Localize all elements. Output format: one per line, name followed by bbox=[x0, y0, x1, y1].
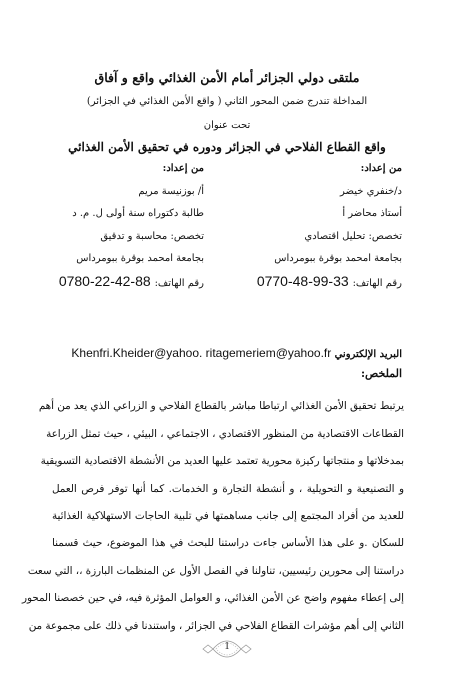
author-left-phone: 0780-22-42-88 bbox=[58, 273, 151, 289]
author-right-name: د/خنفري خيضر bbox=[340, 186, 402, 197]
abstract-line: للسكان .و على هذا الأساس جاءت دراستنا للبحث في هذا الموضوع، حيث قسمنا bbox=[52, 537, 404, 550]
under-title-label: تحت عنوان bbox=[203, 120, 251, 131]
author-right-rank: أستاذ محاضر أ bbox=[342, 208, 402, 219]
conference-title: ملتقى دولي الجزائر أمام الأمن الغذائي واقع و آفاق bbox=[94, 70, 360, 85]
abstract-line: إلى إعطاء مفهوم واضح عن الأمن الغذائي، و العوامل المؤثرة فيه، في حين خصصنا المحور bbox=[22, 592, 404, 605]
author-right-phone-row bbox=[257, 273, 402, 289]
prepared-by-right: من إعداد: bbox=[360, 163, 402, 174]
abstract-heading: الملخص: bbox=[360, 367, 402, 380]
author-right-university: بجامعة امحمد بوقرة ببومرداس bbox=[274, 253, 402, 264]
email-row bbox=[42, 346, 402, 360]
prepared-by-left: من إعداد: bbox=[162, 163, 204, 174]
abstract-line: الثاني إلى أهم مؤشرات القطاع الفلاحي في الجزائر ، واستندنا في ذلك على مجموعة من bbox=[28, 619, 404, 632]
author-left-name: أ/ بوزنيسة مريم bbox=[138, 186, 204, 197]
page-number: 1 bbox=[224, 641, 230, 652]
email-addresses[interactable]: Khenfri.Kheider@yahoo. ritagemeriem@yahoo.fr bbox=[71, 346, 332, 360]
abstract-line: للعديد من أفراد المجتمع إلى جانب مساهمتها في تلبية الحاجات الاستهلاكية الغذائية bbox=[52, 509, 404, 522]
author-left-rank: طالبة دكتوراه سنة أولى ل. م. د bbox=[72, 208, 204, 219]
author-right-phone: 0770-48-99-33 bbox=[256, 273, 349, 289]
author-left-specialty: تخصص: محاسبة و تدقيق bbox=[100, 231, 204, 242]
abstract-line: يرتبط تحقيق الأمن الغذائي ارتباطا مباشر بالقطاع الفلاحي و الزراعي الذي يعد من أهم bbox=[38, 400, 404, 413]
abstract-line: و التصنيعية و التحويلية ، و أنشطة التجارة و الخدمات. كما أنها توفر فرص العمل bbox=[52, 482, 404, 495]
abstract-line: دراستنا إلى محورين رئيسيين، تناولنا في الفصل الأول عن المنظمات البارزة ،، التي سعت bbox=[27, 564, 404, 577]
abstract-line: بمدخلاتها و منتجاتها ركيزة محورية تعتمد عليها العديد من الأنشطة الاقتصادية التسويقية bbox=[40, 455, 404, 468]
abstract-line: القطاعات الاقتصادية من المنظور الاقتصادي ، الاجتماعي ، البيئي ، حيث تمثل الزراعة bbox=[46, 427, 404, 440]
phone-label-left: رقم الهاتف: bbox=[154, 278, 204, 289]
author-left-phone-row bbox=[59, 273, 204, 289]
paper-title: واقع القطاع الفلاحي في الجزائر ودوره في تحقيق الأمن الغذائي bbox=[68, 140, 386, 154]
axis-line: المداخلة تندرج ضمن المحور الثاني ( واقع الأمن الغذائي في الجزائر) bbox=[86, 96, 368, 107]
abstract-body bbox=[22, 385, 404, 632]
phone-label-right: رقم الهاتف: bbox=[352, 278, 402, 289]
author-right-specialty: تخصص: تحليل اقتصادي bbox=[304, 231, 402, 242]
email-label: البريد الإلكتروني bbox=[334, 349, 402, 360]
author-left-university: بجامعة امحمد بوقرة ببومرداس bbox=[76, 253, 204, 264]
page-number-ornament bbox=[201, 635, 253, 663]
